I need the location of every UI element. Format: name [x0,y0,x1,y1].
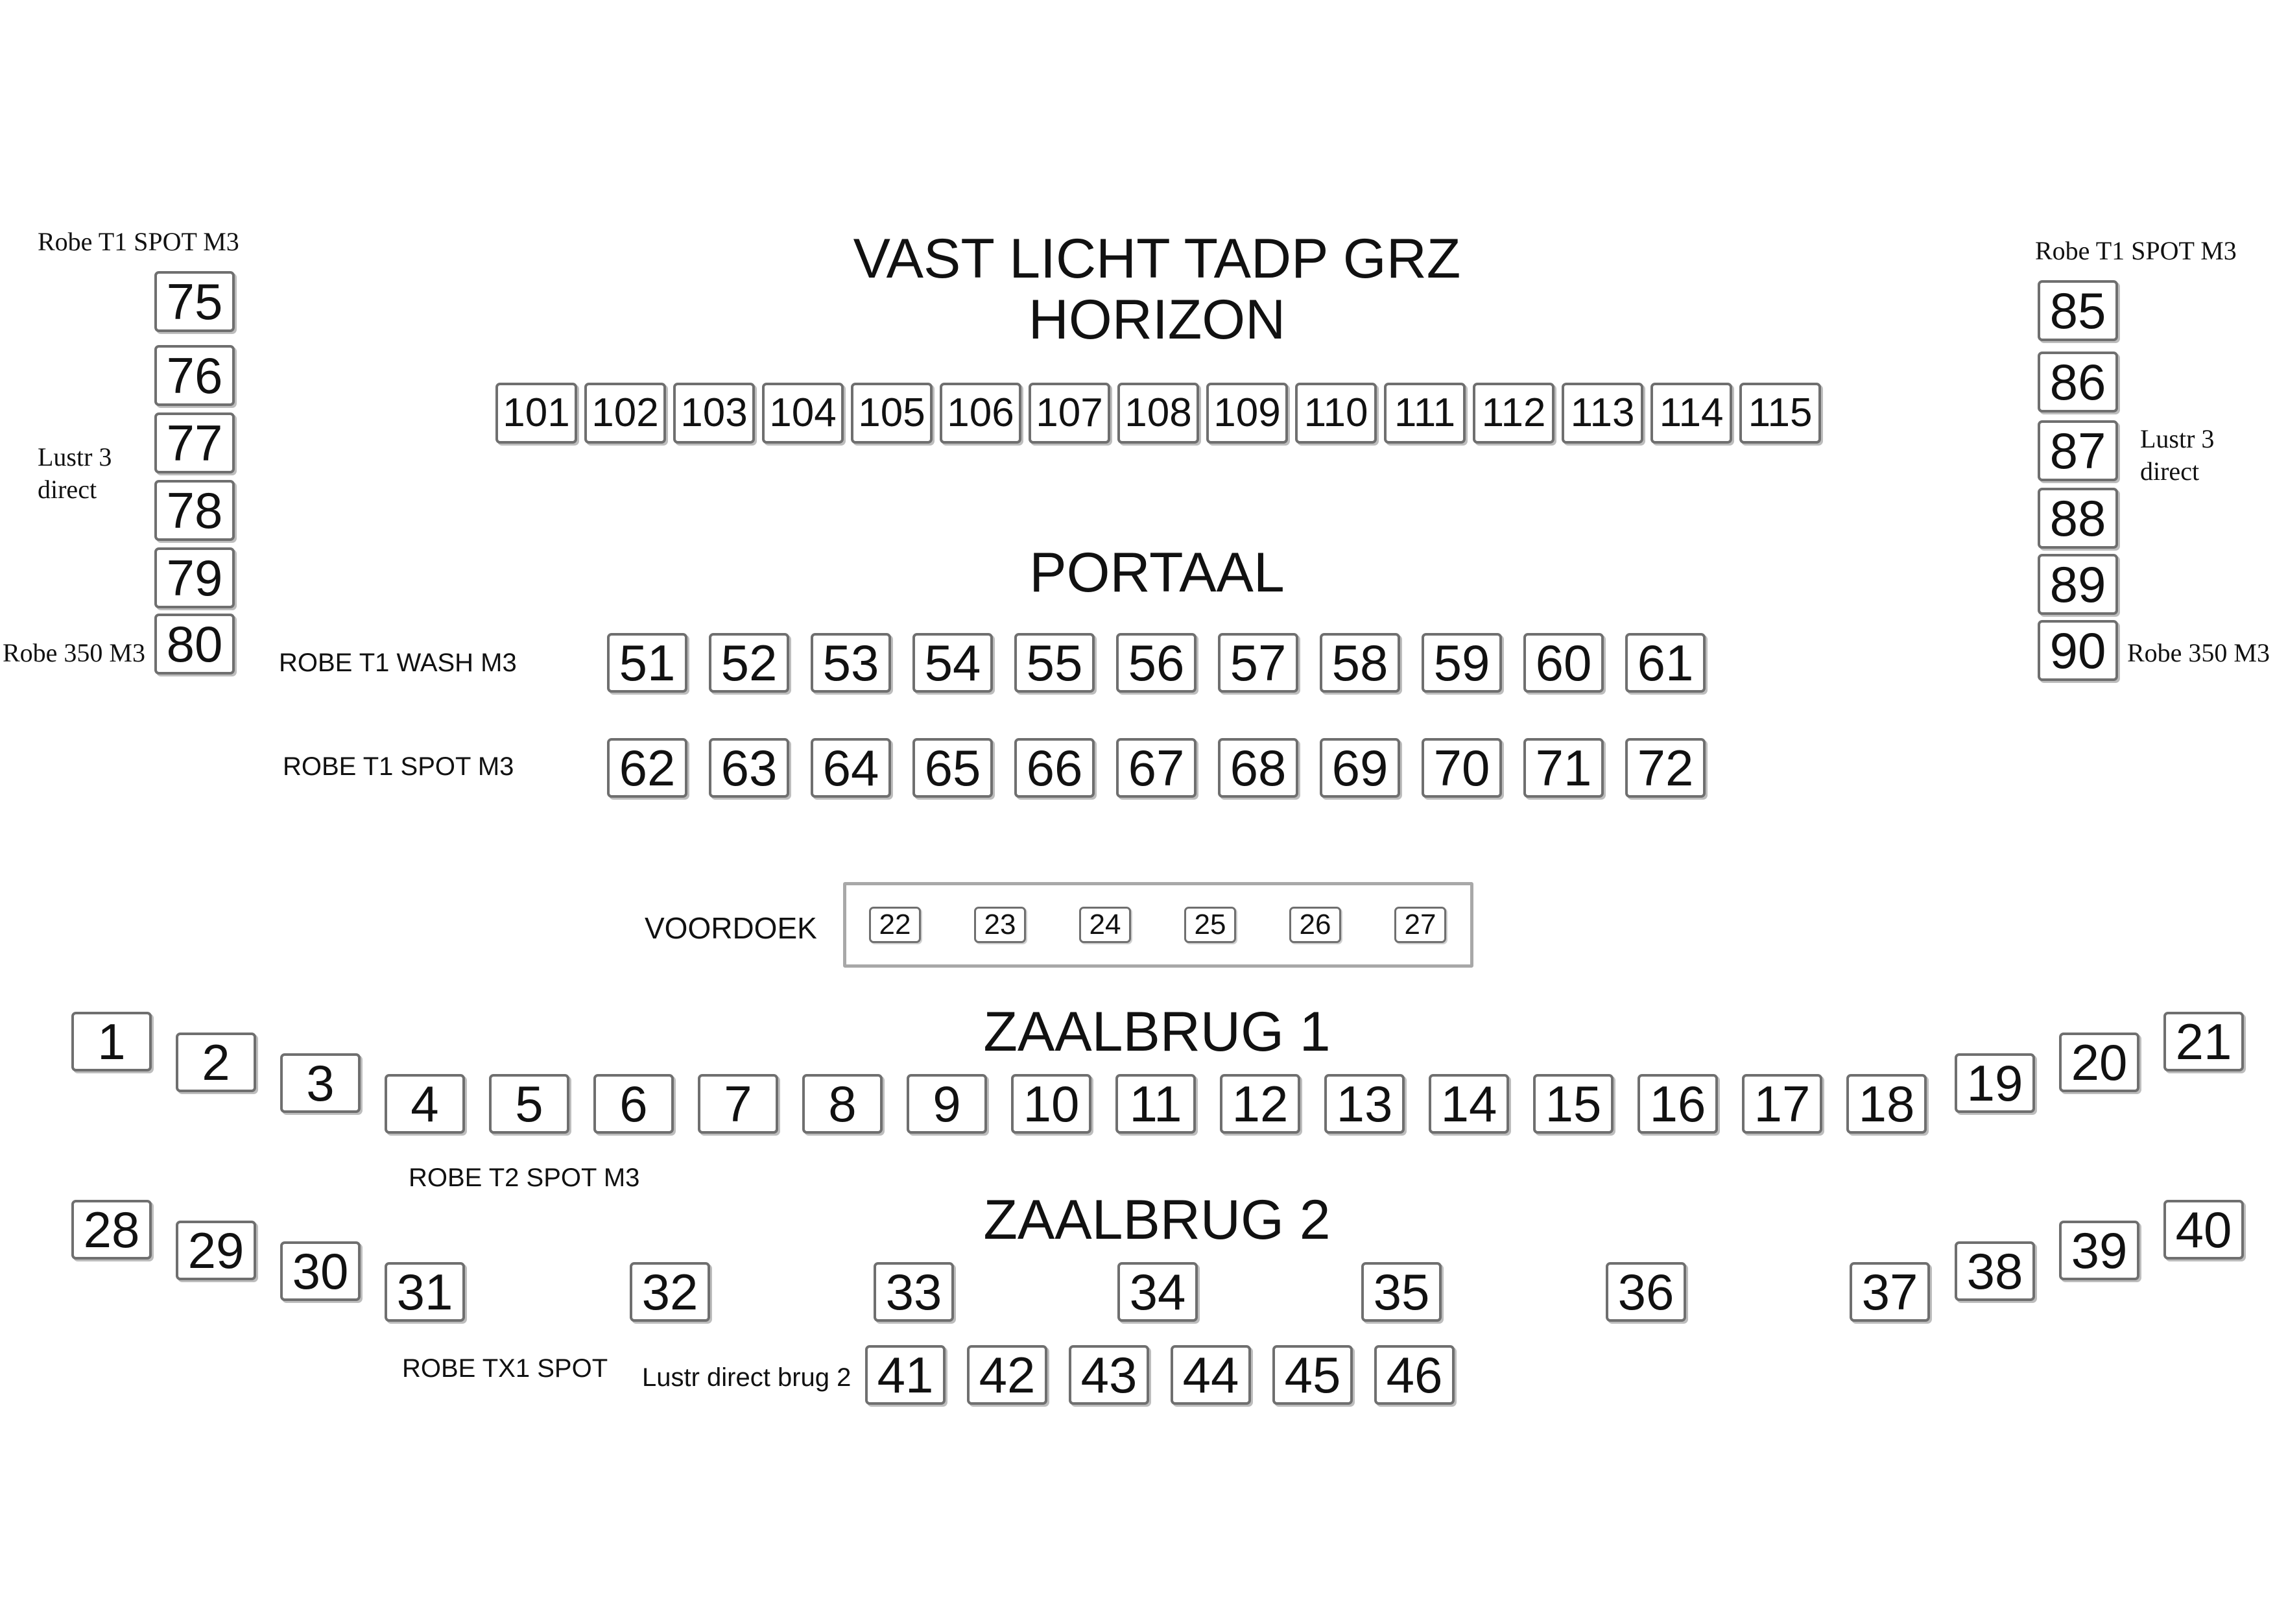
channel-box-44: 44 [1171,1345,1251,1405]
channel-box-41: 41 [865,1345,946,1405]
channel-box-62: 62 [607,738,687,798]
channel-box-109: 109 [1206,383,1288,444]
zaalbrug1-fixture-label: ROBE T2 SPOT M3 [409,1164,640,1192]
right-lustr-label-1: Lustr 3 [2140,424,2215,453]
left-lustr-label-2: direct [38,475,97,504]
right-lustr-label-2: direct [2140,457,2200,486]
right-bottom-label: Robe 350 M3 [2127,638,2270,667]
channel-box-40: 40 [2163,1200,2244,1260]
channel-box-69: 69 [1320,738,1400,798]
channel-box-59: 59 [1422,633,1502,693]
channel-box-80: 80 [154,614,235,675]
channel-box-67: 67 [1116,738,1197,798]
channel-box-13: 13 [1324,1074,1405,1134]
channel-box-56: 56 [1116,633,1197,693]
channel-box-111: 111 [1384,383,1466,444]
left-top-label: Robe T1 SPOT M3 [38,227,239,256]
channel-box-21: 21 [2163,1012,2244,1071]
channel-box-18: 18 [1846,1074,1927,1134]
channel-box-52: 52 [709,633,789,693]
channel-box-76: 76 [154,345,235,406]
channel-box-64: 64 [811,738,891,798]
channel-box-46: 46 [1374,1345,1455,1405]
channel-box-88: 88 [2038,488,2118,549]
channel-box-22: 22 [869,907,921,943]
channel-box-6: 6 [593,1074,674,1134]
channel-box-106: 106 [940,383,1021,444]
channel-box-16: 16 [1638,1074,1718,1134]
channel-box-105: 105 [851,383,933,444]
channel-box-60: 60 [1523,633,1604,693]
channel-box-12: 12 [1220,1074,1300,1134]
channel-box-51: 51 [607,633,687,693]
voordoek-label: VOORDOEK [645,911,817,945]
channel-box-2: 2 [176,1033,256,1092]
channel-box-23: 23 [974,907,1026,943]
channel-box-45: 45 [1272,1345,1353,1405]
channel-box-28: 28 [71,1200,152,1260]
channel-box-55: 55 [1014,633,1095,693]
channel-box-39: 39 [2059,1221,2139,1280]
horizon-heading: HORIZON [1028,289,1286,351]
channel-box-3: 3 [280,1053,361,1113]
channel-box-38: 38 [1955,1241,2035,1301]
channel-box-87: 87 [2038,420,2118,481]
channel-box-89: 89 [2038,554,2118,615]
channel-box-61: 61 [1625,633,1706,693]
lustr-brug2-label: Lustr direct brug 2 [642,1363,852,1392]
channel-box-108: 108 [1117,383,1199,444]
channel-box-14: 14 [1429,1074,1509,1134]
portaal-heading: PORTAAL [1029,542,1285,604]
channel-box-78: 78 [154,480,235,541]
channel-box-53: 53 [811,633,891,693]
portaal-wash-label: ROBE T1 WASH M3 [279,649,517,677]
channel-box-11: 11 [1115,1074,1196,1134]
channel-box-66: 66 [1014,738,1095,798]
channel-box-30: 30 [280,1241,361,1301]
channel-box-26: 26 [1289,907,1341,943]
channel-box-107: 107 [1029,383,1110,444]
channel-box-8: 8 [802,1074,883,1134]
channel-box-17: 17 [1742,1074,1822,1134]
channel-box-58: 58 [1320,633,1400,693]
channel-box-79: 79 [154,547,235,608]
channel-box-54: 54 [912,633,993,693]
channel-box-114: 114 [1650,383,1732,444]
channel-box-102: 102 [584,383,666,444]
channel-box-113: 113 [1562,383,1643,444]
zaalbrug2-heading: ZAALBRUG 2 [983,1189,1331,1251]
channel-box-4: 4 [385,1074,465,1134]
channel-box-35: 35 [1361,1262,1442,1322]
channel-box-71: 71 [1523,738,1604,798]
plan-title: VAST LICHT TADP GRZ [853,228,1461,290]
channel-box-63: 63 [709,738,789,798]
channel-box-29: 29 [176,1221,256,1280]
zaalbrug2-fixture-label: ROBE TX1 SPOT [402,1354,608,1383]
channel-box-75: 75 [154,271,235,332]
channel-box-10: 10 [1011,1074,1091,1134]
channel-box-104: 104 [762,383,844,444]
zaalbrug1-heading: ZAALBRUG 1 [983,1001,1331,1063]
channel-box-31: 31 [385,1262,465,1322]
channel-box-110: 110 [1295,383,1377,444]
channel-box-5: 5 [489,1074,569,1134]
channel-box-32: 32 [630,1262,710,1322]
channel-box-42: 42 [967,1345,1047,1405]
channel-box-15: 15 [1533,1074,1614,1134]
channel-box-57: 57 [1218,633,1298,693]
channel-box-43: 43 [1069,1345,1149,1405]
channel-box-112: 112 [1473,383,1554,444]
channel-box-24: 24 [1079,907,1131,943]
channel-box-101: 101 [495,383,577,444]
channel-box-103: 103 [673,383,755,444]
channel-box-77: 77 [154,412,235,473]
channel-box-20: 20 [2059,1033,2139,1092]
channel-box-90: 90 [2038,620,2118,681]
channel-box-7: 7 [698,1074,778,1134]
left-bottom-label: Robe 350 M3 [3,638,145,667]
portaal-spot-label: ROBE T1 SPOT M3 [283,752,514,781]
channel-box-19: 19 [1955,1053,2035,1113]
channel-box-34: 34 [1117,1262,1198,1322]
channel-box-86: 86 [2038,352,2118,412]
channel-box-68: 68 [1218,738,1298,798]
left-lustr-label-1: Lustr 3 [38,442,112,472]
channel-box-70: 70 [1422,738,1502,798]
right-top-label: Robe T1 SPOT M3 [2035,236,2237,265]
channel-box-1: 1 [71,1012,152,1071]
voordoek-frame [843,882,1473,968]
channel-box-115: 115 [1739,383,1821,444]
channel-box-37: 37 [1850,1262,1930,1322]
channel-box-33: 33 [874,1262,954,1322]
channel-box-72: 72 [1625,738,1706,798]
channel-box-85: 85 [2038,280,2118,341]
channel-box-65: 65 [912,738,993,798]
channel-box-9: 9 [907,1074,987,1134]
channel-box-27: 27 [1394,907,1446,943]
channel-box-25: 25 [1184,907,1236,943]
channel-box-36: 36 [1606,1262,1686,1322]
